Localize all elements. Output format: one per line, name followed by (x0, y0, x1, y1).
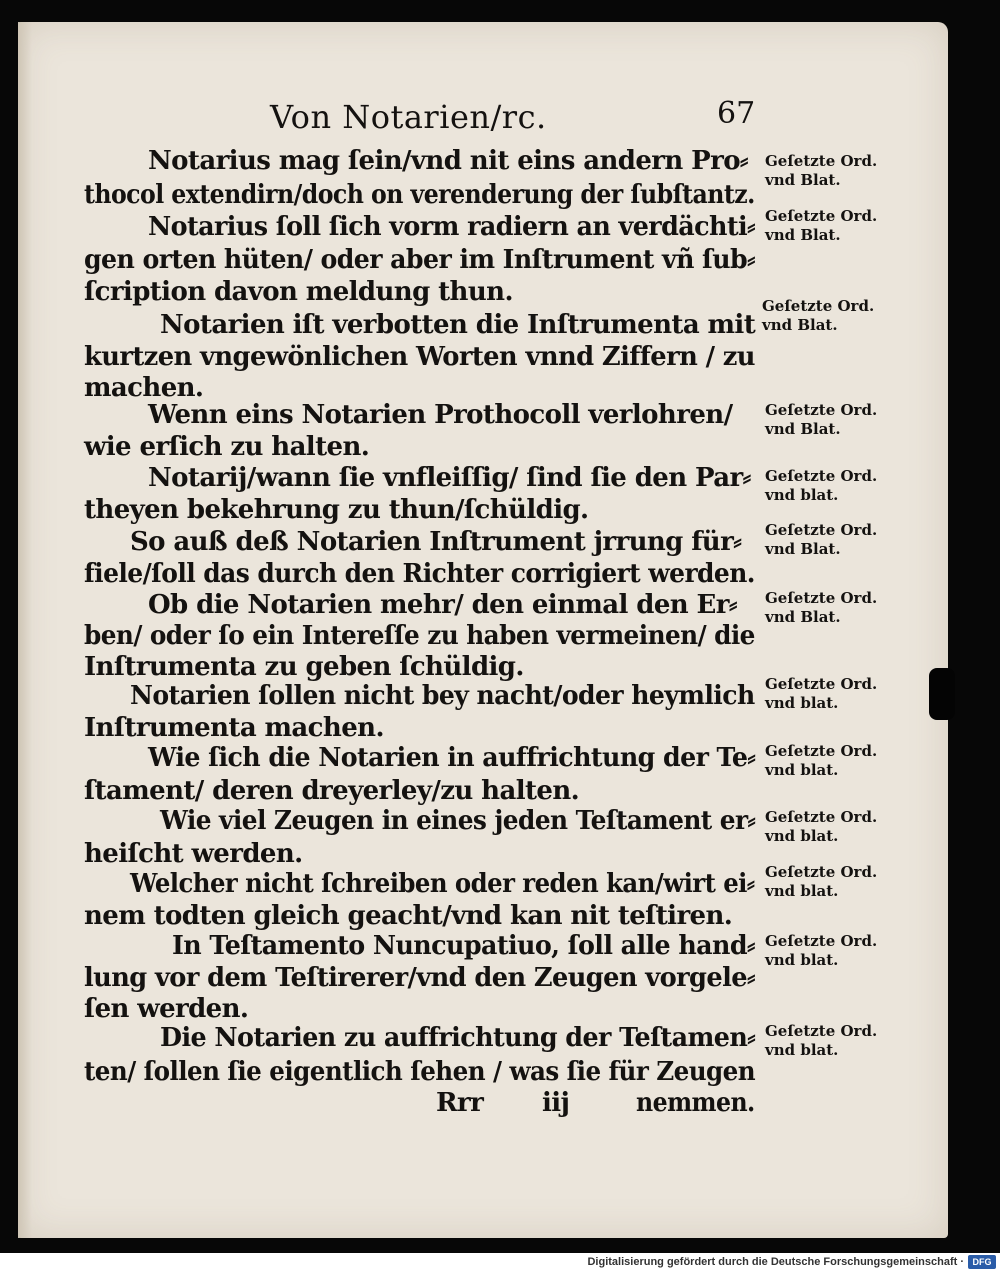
body-line: nem todten gleich geacht/vnd kan nit teſtiren. (84, 901, 733, 931)
signature-number: iij (542, 1088, 570, 1118)
body-line: Notarius mag ſein/vnd nit eins andern Pro⸗ (148, 146, 748, 176)
body-line: Welcher nicht ſchreiben oder reden kan/wirt ei⸗ (130, 869, 755, 899)
page-number: 67 (717, 96, 756, 131)
body-line: lung vor dem Teſtirerer/vnd den Zeugen vorgele⸗ (84, 963, 755, 993)
margin-note: Geſetzte Ord. vnd Blat. (762, 297, 875, 334)
body-line: Inſtrumenta machen. (84, 713, 384, 743)
body-line: kurtzen vngewönlichen Worten vnnd Ziffern / zu (84, 342, 755, 372)
margin-note: Geſetzte Ord. vnd Blat. (765, 152, 878, 189)
margin-note: Geſetzte Ord. vnd blat. (765, 742, 878, 779)
margin-note: Geſetzte Ord. vnd Blat. (765, 589, 878, 626)
body-line: wie erſich zu halten. (84, 432, 370, 462)
body-line: gen orten hüten/ oder aber im Inſtrument vñ ſub⸗ (84, 245, 755, 275)
body-line: Inſtrumenta zu geben ſchüldig. (84, 652, 524, 682)
body-line: Die Notarien zu auffrichtung der Teſtamen⸗ (160, 1023, 756, 1053)
body-line: heiſcht werden. (84, 839, 303, 869)
margin-note: Geſetzte Ord. vnd blat. (765, 808, 878, 845)
body-line: Notarij/wann ſie vnfleiſſig/ ſind ſie den Par⸗ (148, 463, 751, 493)
body-line: Notarien ſollen nicht bey nacht/oder heymlich (130, 681, 755, 711)
body-line: Wenn eins Notarien Prothocoll verlohren/ (148, 400, 733, 430)
body-line: Wie ſich die Notarien in auffrichtung der Te⸗ (148, 743, 756, 773)
page-tab-marker (929, 668, 955, 720)
body-line: Notarius ſoll ſich vorm radiern an verdächti⸗ (148, 212, 755, 242)
running-header-title: Von Notarien/rc. (270, 98, 547, 136)
page-gutter-shadow (18, 22, 32, 1238)
body-line: thocol extendirn/doch on verenderung der ſubſtantz. (84, 180, 755, 210)
signature-mark: Rrr (436, 1088, 484, 1118)
body-line: ben/ oder ſo ein Intereſſe zu haben vermeinen/ die (84, 621, 755, 651)
margin-note: Geſetzte Ord. vnd blat. (765, 675, 878, 712)
body-line: In Teſtamento Nuncupatiuo, ſoll alle hand⸗ (172, 931, 755, 961)
digitization-credit: Digitalisierung gefördert durch die Deutsche Forschungsgemeinschaft · (587, 1256, 964, 1268)
margin-note: Geſetzte Ord. vnd blat. (765, 932, 878, 969)
body-line: theyen bekehrung zu thun/ſchüldig. (84, 495, 589, 525)
catchword: nemmen. (636, 1088, 755, 1118)
body-line: ten/ ſollen ſie eigentlich ſehen / was ſie für Zeugen (84, 1057, 756, 1087)
body-line: machen. (84, 373, 204, 403)
dfg-logo: DFG (968, 1255, 996, 1269)
margin-note: Geſetzte Ord. vnd Blat. (765, 401, 878, 438)
margin-note: Geſetzte Ord. vnd blat. (765, 863, 878, 900)
body-line: ſcription davon meldung thun. (84, 277, 513, 307)
margin-note: Geſetzte Ord. vnd Blat. (765, 207, 878, 244)
body-line: Notarien iſt verbotten die Inſtrumenta mit (160, 310, 756, 340)
body-line: Ob die Notarien mehr/ den einmal den Er⸗ (148, 590, 737, 620)
margin-note: Geſetzte Ord. vnd blat. (765, 1022, 878, 1059)
body-line: ſtament/ deren dreyerley/zu halten. (84, 776, 580, 806)
body-line: ſen werden. (84, 994, 249, 1024)
body-line: So auß deß Notarien Inſtrument jrrung für⸗ (130, 527, 742, 557)
margin-note: Geſetzte Ord. vnd Blat. (765, 521, 878, 558)
body-line: fiele/ſoll das durch den Richter corrigiert werden. (84, 559, 755, 589)
margin-note: Geſetzte Ord. vnd blat. (765, 467, 878, 504)
body-line: Wie viel Zeugen in eines jeden Teſtament er⸗ (160, 806, 756, 836)
